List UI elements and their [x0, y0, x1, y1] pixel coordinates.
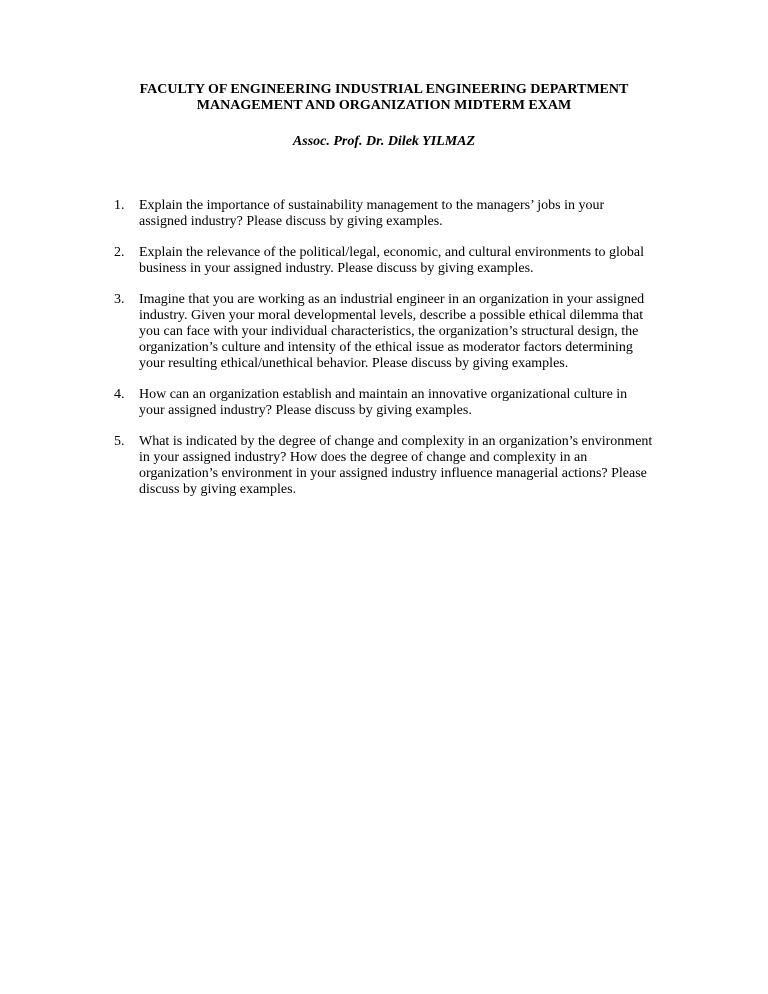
- question-text: Imagine that you are working as an industrial engineer in an organization in your assigned industry. Given your moral developmental levels, describe a possible ethical dilemma that you can face with your individual characteristics, the organization’s structural design, the organization’s culture and intensity of the ethical issue as moderator factors determining your resulting ethical/unethical behavior. Please discuss by giving examples.: [139, 292, 645, 371]
- exam-title-line-2: MANAGEMENT AND ORGANIZATION MIDTERM EXAM: [196, 98, 572, 113]
- question-text: How can an organization establish and maintain an innovative organizational culture in your assigned industry? Please discuss by giving examples.: [139, 387, 628, 418]
- question-item: [114, 434, 654, 498]
- question-text: Explain the importance of sustainability management to the managers’ jobs in your assigned industry? Please discuss by giving examples.: [139, 198, 605, 229]
- question-item: [114, 198, 654, 230]
- question-item: [114, 245, 654, 277]
- exam-title-line-1: FACULTY OF ENGINEERING INDUSTRIAL ENGINEERING DEPARTMENT: [139, 82, 629, 97]
- question-text: Explain the relevance of the political/legal, economic, and cultural environments to global business in your assigned industry. Please discuss by giving examples.: [139, 245, 644, 276]
- question-number: 1.: [114, 198, 125, 213]
- question-number: 2.: [114, 245, 125, 260]
- question-text: What is indicated by the degree of change and complexity in an organization’s environment in your assigned industry? How does the degree of change and complexity in an organization’s environment in your assigned industry influence managerial actions? Please discuss by giving examples.: [139, 434, 653, 497]
- question-item: [114, 292, 654, 372]
- question-number: 3.: [114, 292, 125, 307]
- question-number: 5.: [114, 434, 125, 449]
- instructor-name: Assoc. Prof. Dr. Dilek YILMAZ: [292, 134, 476, 149]
- question-list: [114, 198, 654, 513]
- question-item: [114, 387, 654, 419]
- question-number: 4.: [114, 387, 125, 402]
